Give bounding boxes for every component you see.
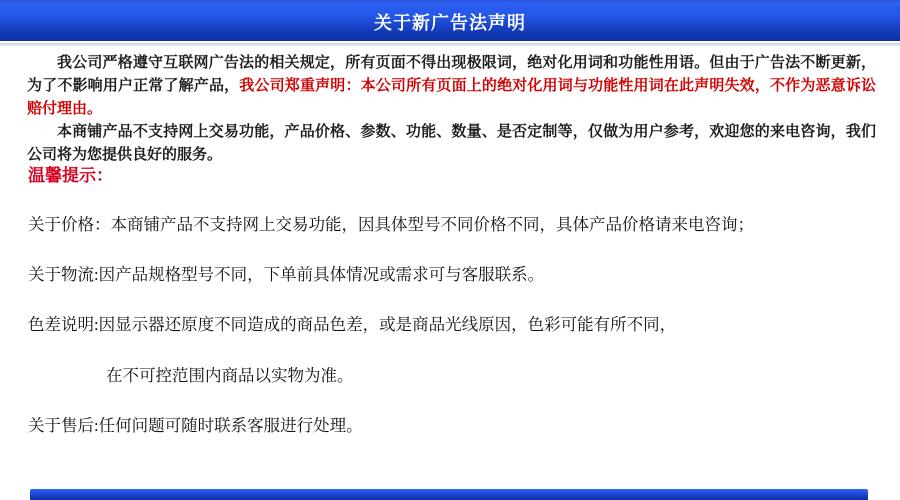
tip-price-label: 关于价格： [28,215,111,234]
tips-heading: 温馨提示： [28,166,113,185]
tip-shipping-label: 关于物流: [28,265,99,284]
intro-paragraph-2: 本商铺产品不支持网上交易功能，产品价格、参数、功能、数量、是否定制等，仅做为用户参考，欢迎您的来电咨询，我们公司将为您提供良好的服务。 [27,123,876,163]
tip-color-difference [28,311,876,335]
footer-bar [30,489,868,500]
header-divider [0,43,900,46]
intro-paragraph-1 [27,51,876,120]
tip-color-difference-text: 因显示器还原度不同造成的商品色差，或是商品光线原因，色彩可能有所不同， [98,315,677,334]
tip-color-difference-label: 色差说明: [28,315,99,334]
legal-declaration-text: 我公司郑重声明：本公司所有页面上的绝对化用词与功能性用词在此声明失效，不作为恶意诉讼赔付理由。 [27,77,876,117]
header-banner [0,0,900,41]
tip-shipping [28,261,876,285]
tip-after-sales-label: 关于售后: [28,416,99,435]
tip-color-difference-continued-text: 在不可控范围内商品以实物为准。 [106,366,354,385]
tip-price [28,211,876,235]
intro-section [27,51,876,166]
intro-paragraph-1-normal: 我公司严格遵守互联网广告法的相关规定，所有页面不得出现极限词，绝对化用词和功能性用语。但由于广告法不断更新，为了不影响用户正常了解产品， [27,54,876,94]
tip-color-difference-continued [28,362,876,386]
tip-after-sales-text: 任何问题可随时联系客服进行处理。 [98,416,363,435]
tip-shipping-text: 因产品规格型号不同，下单前具体情况或需求可与客服联系。 [98,265,545,284]
tip-price-text: 本商铺产品不支持网上交易功能，因具体型号不同价格不同，具体产品价格请来电咨询； [110,215,754,234]
tip-after-sales [28,412,876,436]
page-title: 关于新广告法声明 [374,12,526,33]
